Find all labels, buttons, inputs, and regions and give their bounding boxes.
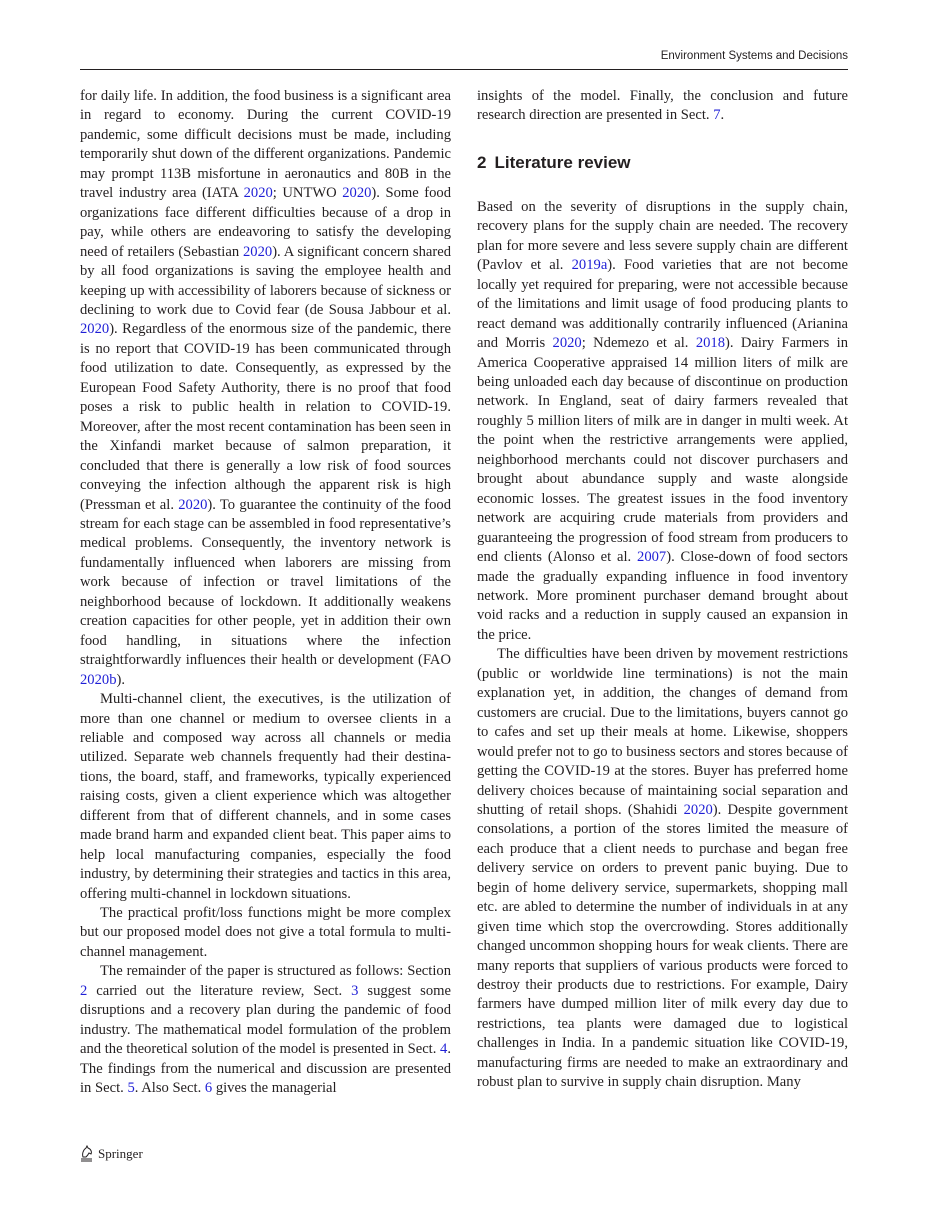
citation-link[interactable]: 2020b: [80, 671, 117, 688]
citation-link[interactable]: 3: [351, 982, 359, 999]
citation-link[interactable]: 2018: [695, 335, 726, 352]
right-column: [477, 87, 848, 1093]
springer-knight-logo-icon: [80, 1145, 94, 1162]
citation-link[interactable]: 2: [80, 982, 88, 999]
citation-link[interactable]: 5: [127, 1080, 135, 1097]
citation-link[interactable]: 6: [204, 1080, 213, 1097]
paragraph: Based on the severity of disruptions in the supply chain, recovery plans for the supply chain are needed. The recovery plan for more severe and less severe supply chain are different (Pavlov et al. 2019a). Food varieties that are not become locally yet required for preparing, were not accessible because of the limitations and limit usage of food producing plants to react demand was additionally contrarily influenced (Arianina and Morris 2020; Ndemezo et al. 2018). Dairy Farmers in America Cooperative appraised 14 million liters of milk are being unloaded each day because of discontinue on production network. In England, seat of dairy farmers revealed that roughly 5 million liters of milk are in danger in multi week. At the point when the restrictive arrangements were applied, neighborhood merchants could not discover purchasers and brought about abundance supply and waste alongside economic losses. The greatest issues in the food inventory network are acquiring crude materials from providers and guaranteeing the progression of food stream from producers to end clients (Alonso et al. 2007). Close-down of food sectors made the gradually expanding influence in food inventory network. More prominent purchaser demand brought about void racks and a reduction in supply caused an expansion in the price.: [477, 198, 848, 643]
paragraph: The difficulties have been driven by movement restrictions (public or worldwide line terminations) is not the main explanation yet, in addition, the changes of demand from customers are crucial. Due to the limitations, buyers cannot go to cafes and set up their meals at home. Likewise, shoppers would prefer not to go to business sectors and stores because of getting the COVID-19 at the stores. Buyer has preferred home delivery choices because of maintaining social separation and shutting of retail shops. (Shahidi 2020). Despite government consolations, a portion of the stores limited the measure of each produce that a client needs to purchase and began free delivery service on orders to prevent panic buying. Due to begin of home delivery service, supermarkets, shopping mall etc. are abled to determine the number of individuals in at any given time which stop the overcrowding. Stores additionally changed uncommon shopping hours for weak clients. There are many reports that suppliers of various products were forced to destroy their products due to restrictions. For example, Dairy farmers have dumped million liter of milk every day due to restrictions, tea plants were damaged due to logistical challenges in India. In a pandemic situation like COVID-19, manufacturing firms are needed to make an extraordinary and robust plan to survive in supply chain disruption. Many: [477, 646, 849, 1091]
paragraph: The practical profit/loss functions might be more complex but our proposed model does not give a total formula to multi-channel management.: [80, 905, 451, 960]
section-title: Literature review: [494, 152, 631, 172]
citation-link[interactable]: 7: [713, 107, 721, 124]
header-rule: [80, 69, 848, 70]
citation-link[interactable]: 2020: [683, 801, 713, 818]
citation-link[interactable]: 2020: [80, 321, 110, 338]
citation-link[interactable]: 2007: [637, 549, 667, 566]
paragraph: insights of the model. Finally, the conclusion and future research direction are presented in Sect. 7.: [477, 88, 848, 124]
running-head-journal-title: Environment Systems and Decisions: [660, 50, 848, 62]
citation-link[interactable]: 4: [440, 1041, 448, 1058]
paragraph: Multi-channel client, the executives, is the utilization of more than one channel or medium to oversee clients in a reliable and composed way across all channels or media utilized. Separate web channels frequently had their destinations, the board, staff, and frameworks, typically experienced raising costs, given a client experience which was altogether different from that of different channels, and in some cases made brand harm and expanded client beat. This paper aims to help local manufacturing companies, especially the food industry, by determining their strategies and tactics in this area, offering multi-channel in lockdown situations.: [80, 691, 451, 902]
citation-link[interactable]: 2019a: [571, 257, 608, 274]
paragraph: for daily life. In addition, the food business is a significant area in regard to economy. During the current COVID-19 pandemic, some difficult decisions must be made, including temporarily shut down of the different organizations. Pandemic may prompt 113B misfortune in aeronautics and 80B in the travel industry area (IATA 2020; UNTWO 2020). Some food organizations face different difficulties because of a drop in pay, while others are endeavoring to satisfy the developing need of retailers (Sebastian 2020). A significant concern shared by all food organizations is saving the employee health and keeping up with accessibility of laborers because of sickness or declining to work due to Covid fear (de Sousa Jabbour et al. 2020). Regardless of the enormous size of the pandemic, there is no report that COVID-19 has been communicated through food utilization to date. Consequently, as expressed by the European Food Safety Authority, there is no proof that food poses a risk to public health in relation to COVID-19. Moreover, after the most recent contamination has been seen in the Xinfandi market because of salmon preparation, it concluded that there is generally a low risk of food sources conveying the infection although the apparent risk is high (Pressman et al. 2020). To guarantee the continuity of the food stream for each stage can be assembled in food representative’s medical problems. Consequently, the inventory network is fundamentally influenced when laborers are missing from work because of infection or travel limitations of the neighborhood because of lockdown. It additionally weakens creation capacities for other people, yet in addition their own food handling, in situations where the infection straightforwardly influences their health or development (FAO 2020b).: [80, 88, 451, 688]
citation-link[interactable]: 2020: [243, 185, 273, 202]
publisher-name: Springer: [98, 1145, 143, 1161]
section-number: 2: [477, 152, 487, 172]
left-column: [80, 87, 451, 1099]
page-footer: [80, 1145, 143, 1162]
section-heading: [477, 153, 848, 173]
citation-link[interactable]: 2020: [243, 243, 273, 260]
citation-link[interactable]: 2020: [552, 335, 582, 352]
paragraph: The remainder of the paper is structured as follows: Section 2 carried out the literature review, Sect. 3 suggest some disruptions and a recovery plan during the pandemic of food industry. The mathematical model formulation of the problem and the theoretical solution of the model is presented in Sect. 4. The findings from the numerical and discussion are presented in Sect. 5. Also Sect. 6 gives the managerial: [80, 963, 451, 1097]
citation-link[interactable]: 2020: [178, 496, 208, 513]
citation-link[interactable]: 2020: [342, 185, 372, 202]
